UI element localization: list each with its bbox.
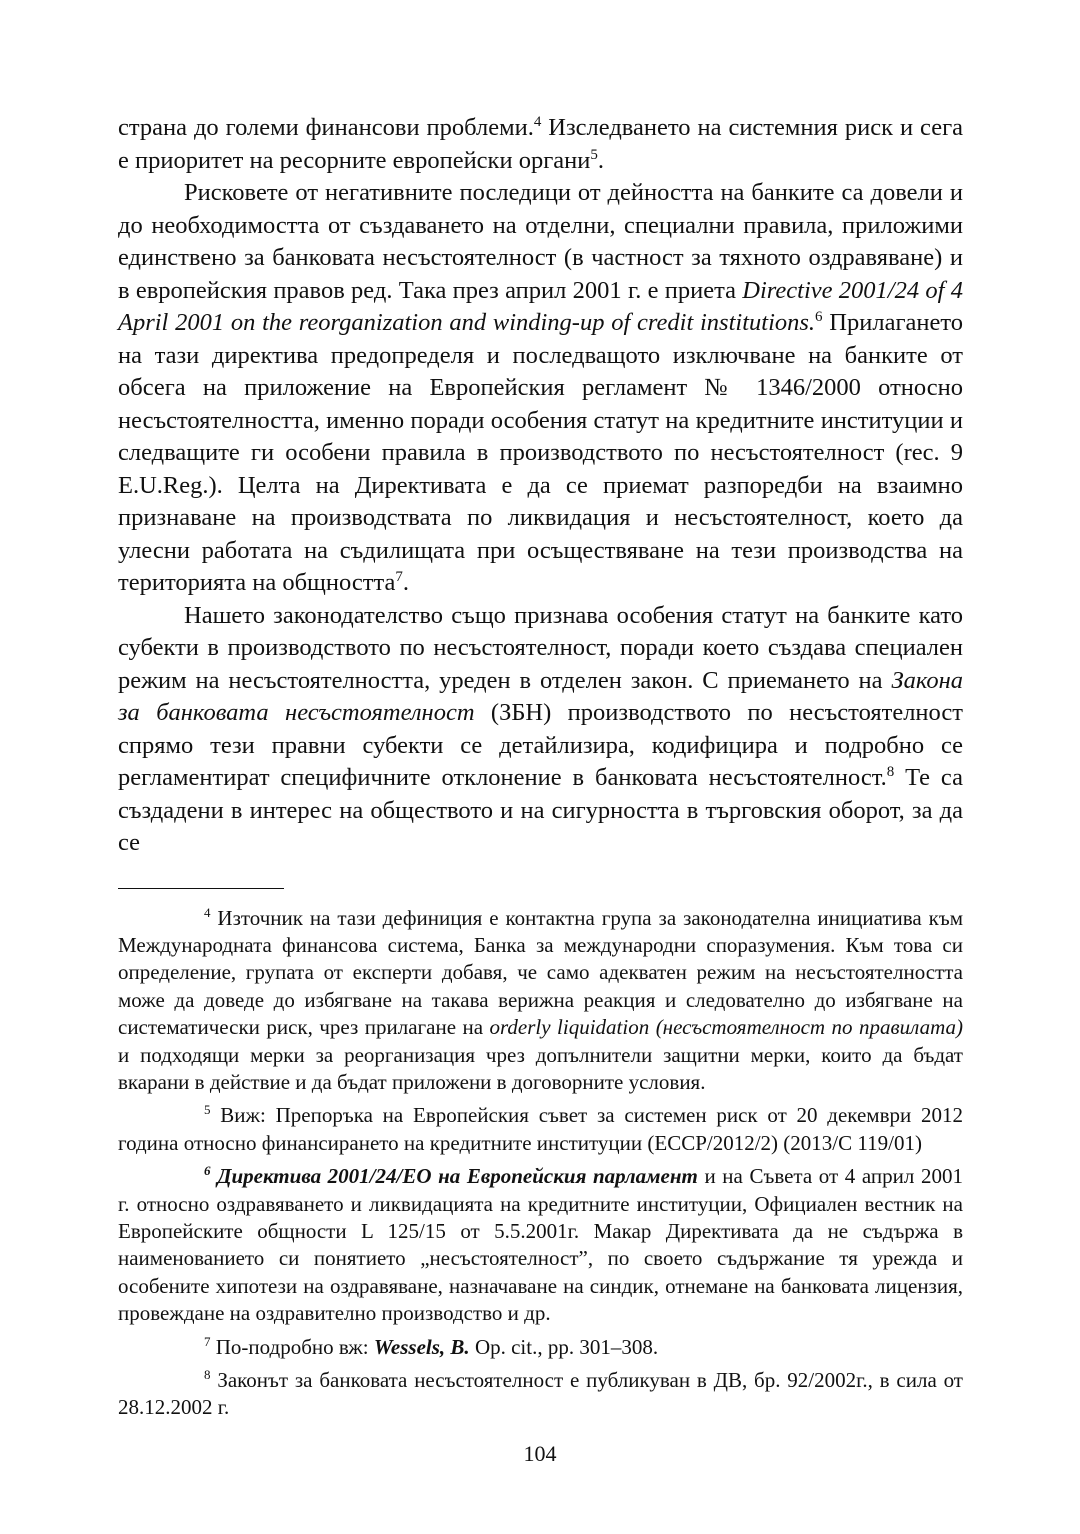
page-number: 104 (523, 1441, 557, 1466)
footnote-ref-8: 8 (886, 763, 895, 780)
footnote-ref-4: 4 (533, 113, 542, 130)
paragraph-2: Рисковете от негативните последици от дейността на банките са довели и до необходимостта от създаването на отделни, специални правила, приложими единствено за банковата несъстоятелност (в частност за тяхното оздравяване) и в европейския правов ред. Така през април 2001 г. е приета Directive 2001/24 of 4 April 2001 on the reorganization and winding-up of credit institutions.$^6$ Прилагането на тази директива предопределя и последващото изключване на банките от обсега на приложение на Европейския регламент № 1346/2000 относно несъстоятелността, именно поради особения статут на кредитните институции и следващите ги особени правила в производството по несъстоятелност (rec. 9 E.U.Reg.). Целта на Директивата е да се приемат разпоредби на взаимно признаване на производствата по ликвидация и несъстоятелност, което да улесни работата на съдилищата при осъществяване на тези производства на територията на общността$^7$. (118, 179, 963, 596)
footnote-ref-6: 6 (815, 308, 823, 325)
footnote-7: $^7$ По-подробно вж: Wessels, B. Op. cit., pp. 301–308. (204, 1333, 659, 1359)
law-title: Закона за банковата несъстоятелност (118, 666, 963, 726)
footnote-4: $^4$ Източник на тази дефиниция е контактна група за законодателна инициатива към Международната финансова система, Банка за международни споразумения. Към това си определение, групата от експерти добавя, че само адекватен режим на несъстоятелността може да доведе до избягване на такава верижна реакция и следователно до избягване на систематически риск, чрез прилагане на orderly liquidation (несъстоятелност по правилата) и подходящи мерки за реорганизация чрез допълнители защитни мерки, които да бъдат вкарани в действие и да бъдат приложени в договорните условия. (118, 904, 963, 1094)
paragraph-1: страна до големи финансови проблеми.$^4$ Изследването на системния риск и сега е приоритет на ресорните европейски органи$^5$. (118, 113, 963, 174)
main-text (118, 112, 963, 860)
footnote-6: $^6$ Директива 2001/24/ЕО на Европейския парламент и на Съвета от 4 април 2001 г. относно оздравяването и ликвидацията на кредитните институции, Официален вестник на Европейските общности L 125/15 от 5.5.2001г. Макар Директивата да не съдържа в наименованието си понятието „несъстоятелност”, по своето съдържание тя урежда и особените хипотези на оздравяване, назначаване на синдик, отнемане на банковата лицензия, провеждане на оздравително производство и др. (118, 1163, 963, 1326)
footnote-ref-5: 5 (590, 146, 598, 163)
footnote-ref-7: 7 (395, 568, 403, 585)
footnote-5: $^5$ Виж: Препоръка на Европейския съвет за системен риск от 20 декември 2012 година относно финансирането на кредитните институции (ЕССР/2012/2) (2013/С 119/01) (118, 1102, 963, 1155)
footnote-separator (118, 888, 284, 889)
footnote-8: $^8$ Законът за банковата несъстоятелност е публикуван в ДВ, бр. 92/2002г., в сила от 28.12.2002 г. (118, 1367, 963, 1420)
page (118, 112, 963, 1428)
directive-title: Directive 2001/24 of 4 April 2001 on the reorganization and winding-up of credit institutions. (118, 276, 963, 336)
footnotes (118, 905, 963, 1422)
paragraph-3: Нашето законодателство също признава особения статут на банките като субекти в производството по несъстоятелност, поради което създава специален режим на несъстоятелността, уреден в отделен закон. С приемането на Закона за банковата несъстоятелност (ЗБН) производството по несъстоятелност спрямо тези правни субекти се детайлизира, кодифицира и подробно се регламентират специфичните отклонение в банковата несъстоятелност.$^8$ Те са създадени в интерес на обществото и на сигурността в търговския оборот, за да се (118, 601, 963, 856)
